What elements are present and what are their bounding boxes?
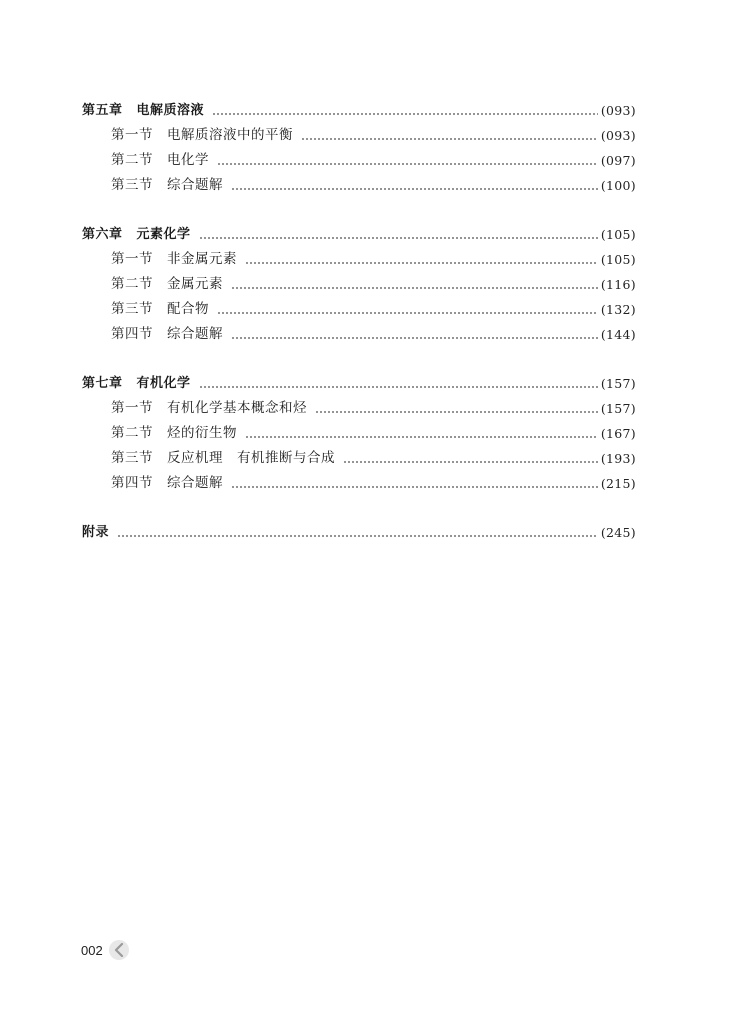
page-reference: (157) xyxy=(600,401,636,416)
section-entry[interactable] xyxy=(0,173,636,198)
dot-leader xyxy=(212,104,598,117)
section-label: 第三节 xyxy=(111,301,153,317)
page-reference: (093) xyxy=(600,128,636,143)
section-label: 第四节 xyxy=(111,326,153,342)
page-reference: (093) xyxy=(600,103,636,118)
dot-leader xyxy=(343,452,598,465)
section-title: 金属元素 xyxy=(167,276,223,292)
dot-leader xyxy=(245,427,598,440)
section-title: 反应机理 有机推断与合成 xyxy=(167,450,335,466)
chapter-title: 元素化学 xyxy=(136,227,191,242)
section-title: 综合题解 xyxy=(167,475,223,491)
page-footer xyxy=(81,940,129,960)
section-entry[interactable] xyxy=(0,471,636,496)
appendix-title: 附录 xyxy=(82,525,110,540)
section-title: 有机化学基本概念和烃 xyxy=(167,400,307,416)
page-reference: (167) xyxy=(600,426,636,441)
section-title: 烃的衍生物 xyxy=(167,425,237,441)
dot-leader xyxy=(231,328,598,341)
section-label: 第二节 xyxy=(111,425,153,441)
section-title: 综合题解 xyxy=(167,177,223,193)
page-reference: (097) xyxy=(600,153,636,168)
section-entry[interactable] xyxy=(0,297,636,322)
chevron-left-icon[interactable] xyxy=(109,940,129,960)
chapter-label: 第五章 xyxy=(82,103,123,118)
section-title: 电化学 xyxy=(167,152,209,168)
section-label: 第二节 xyxy=(111,152,153,168)
section-label: 第一节 xyxy=(111,127,153,143)
page-reference: (105) xyxy=(600,252,636,267)
page-number: 002 xyxy=(81,942,103,958)
chapter-label: 第六章 xyxy=(82,227,123,242)
page-reference: (157) xyxy=(600,376,636,391)
page-reference: (116) xyxy=(600,277,636,292)
dot-leader xyxy=(199,377,598,390)
page-reference: (193) xyxy=(600,451,636,466)
chapter-label: 第七章 xyxy=(82,376,123,391)
dot-leader xyxy=(231,179,598,192)
dot-leader xyxy=(231,477,598,490)
dot-leader xyxy=(217,303,598,316)
table-of-contents xyxy=(0,98,730,569)
chapter-entry[interactable] xyxy=(0,222,636,247)
page-reference: (245) xyxy=(600,525,636,540)
dot-leader xyxy=(217,154,598,167)
section-label: 第一节 xyxy=(111,251,153,267)
section-label: 第三节 xyxy=(111,450,153,466)
chapter-entry[interactable] xyxy=(0,98,636,123)
appendix-entry[interactable] xyxy=(0,520,636,545)
section-title: 电解质溶液中的平衡 xyxy=(167,127,293,143)
chapter-entry[interactable] xyxy=(0,371,636,396)
dot-leader xyxy=(301,129,598,142)
page-reference: (144) xyxy=(600,327,636,342)
chapter-block xyxy=(0,222,730,347)
section-entry[interactable] xyxy=(0,123,636,148)
section-entry[interactable] xyxy=(0,272,636,297)
dot-leader xyxy=(231,278,598,291)
section-label: 第三节 xyxy=(111,177,153,193)
page-reference: (132) xyxy=(600,302,636,317)
section-entry[interactable] xyxy=(0,148,636,173)
section-label: 第二节 xyxy=(111,276,153,292)
appendix-block xyxy=(0,520,730,545)
chapter-block xyxy=(0,98,730,198)
section-title: 配合物 xyxy=(167,301,209,317)
chapter-title: 有机化学 xyxy=(136,376,191,391)
section-entry[interactable] xyxy=(0,421,636,446)
section-entry[interactable] xyxy=(0,322,636,347)
chapter-block xyxy=(0,371,730,496)
section-label: 第一节 xyxy=(111,400,153,416)
section-title: 非金属元素 xyxy=(167,251,237,267)
dot-leader xyxy=(245,253,598,266)
dot-leader xyxy=(199,228,598,241)
section-label: 第四节 xyxy=(111,475,153,491)
dot-leader xyxy=(315,402,598,415)
chapter-title: 电解质溶液 xyxy=(136,103,205,118)
dot-leader xyxy=(117,526,598,539)
page-reference: (215) xyxy=(600,476,636,491)
section-title: 综合题解 xyxy=(167,326,223,342)
page-reference: (105) xyxy=(600,227,636,242)
section-entry[interactable] xyxy=(0,247,636,272)
section-entry[interactable] xyxy=(0,446,636,471)
section-entry[interactable] xyxy=(0,396,636,421)
page-reference: (100) xyxy=(600,178,636,193)
